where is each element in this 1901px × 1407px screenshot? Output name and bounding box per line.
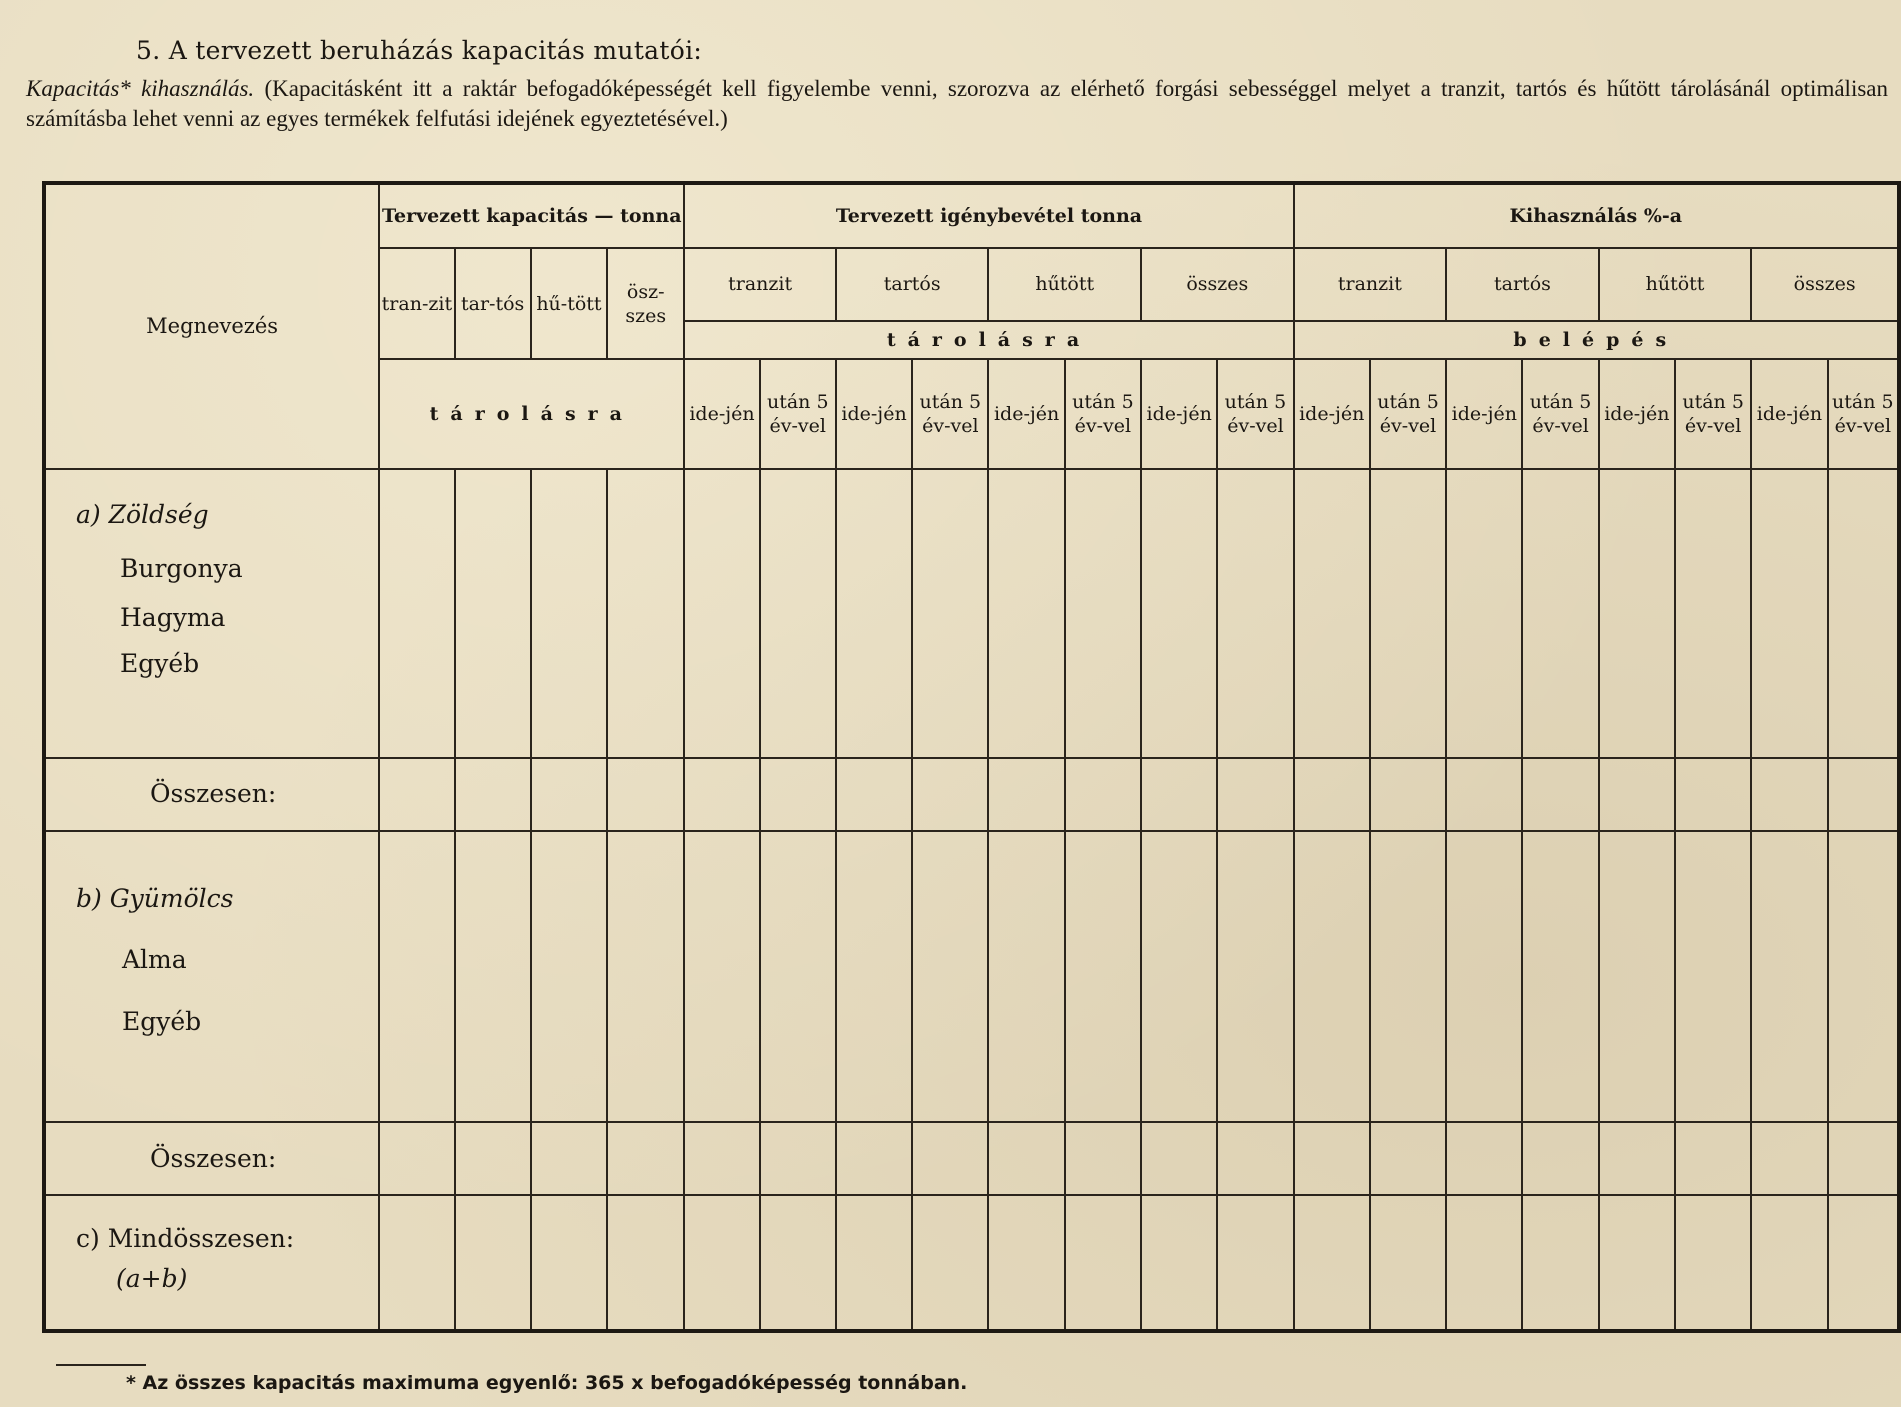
cell[interactable] bbox=[912, 831, 988, 1122]
subcol-ideje: ide-jén bbox=[1599, 359, 1675, 469]
subtotal-b-label-cell bbox=[44, 1122, 379, 1195]
cell[interactable] bbox=[1294, 758, 1370, 831]
utilization-header: Kihasználás %-a bbox=[1294, 183, 1899, 248]
cell[interactable] bbox=[1370, 758, 1446, 831]
cap-col-tranzit: tran-zit bbox=[379, 248, 454, 360]
cell[interactable] bbox=[1065, 469, 1141, 758]
cell[interactable] bbox=[607, 1195, 684, 1331]
cell[interactable] bbox=[1675, 1195, 1751, 1331]
subcol-ideje: ide-jén bbox=[684, 359, 759, 469]
fruit-title: b) Gyümölcs bbox=[76, 883, 234, 913]
cell[interactable] bbox=[1599, 1122, 1675, 1195]
util-tranzit: tranzit bbox=[1294, 248, 1447, 321]
fruit-row bbox=[44, 831, 1899, 1122]
item-egyeb-1: Egyéb bbox=[120, 648, 200, 678]
cell[interactable] bbox=[1751, 758, 1827, 831]
cell[interactable] bbox=[1370, 831, 1446, 1122]
cell[interactable] bbox=[760, 1122, 836, 1195]
cell[interactable] bbox=[1065, 831, 1141, 1122]
subcol-utan: után 5 év-vel bbox=[760, 359, 836, 469]
cell[interactable] bbox=[684, 469, 759, 758]
grand-total-title: c) Mindösszesen: bbox=[76, 1224, 295, 1254]
cell[interactable] bbox=[1599, 758, 1675, 831]
cell[interactable] bbox=[1828, 758, 1899, 831]
subtotal-b-row bbox=[44, 1122, 1899, 1195]
cell[interactable] bbox=[531, 1195, 607, 1331]
cell[interactable] bbox=[1294, 1195, 1370, 1331]
cell[interactable] bbox=[1065, 1195, 1141, 1331]
cell[interactable] bbox=[1446, 758, 1522, 831]
cell[interactable] bbox=[1141, 1122, 1217, 1195]
cell[interactable] bbox=[1828, 1195, 1899, 1331]
subcol-ideje: ide-jén bbox=[988, 359, 1064, 469]
cell[interactable] bbox=[1141, 831, 1217, 1122]
cell[interactable] bbox=[988, 758, 1064, 831]
cell[interactable] bbox=[1141, 1195, 1217, 1331]
subcol-utan: után 5 év-vel bbox=[1675, 359, 1751, 469]
cell[interactable] bbox=[1446, 831, 1522, 1122]
cell[interactable] bbox=[531, 469, 607, 758]
cell[interactable] bbox=[760, 1195, 836, 1331]
cell[interactable] bbox=[1828, 469, 1899, 758]
util-hutott: hűtött bbox=[1599, 248, 1752, 321]
cap-col-hutott: hű-tött bbox=[531, 248, 607, 360]
footnote: * Az összes kapacitás maximuma egyenlő: 365 x befogadóképesség tonnában. bbox=[126, 1372, 968, 1394]
cell[interactable] bbox=[1217, 469, 1293, 758]
item-hagyma: Hagyma bbox=[120, 602, 226, 632]
cell[interactable] bbox=[836, 1122, 912, 1195]
cell[interactable] bbox=[607, 469, 684, 758]
cell[interactable] bbox=[455, 831, 531, 1122]
cell[interactable] bbox=[912, 758, 988, 831]
cell[interactable] bbox=[1217, 831, 1293, 1122]
cell[interactable] bbox=[1065, 1122, 1141, 1195]
cell[interactable] bbox=[1599, 1195, 1675, 1331]
intro-paragraph bbox=[26, 74, 1888, 134]
subcol-ideje: ide-jén bbox=[1446, 359, 1522, 469]
name-header: Megnevezés bbox=[44, 183, 379, 469]
intro-italic: Kapacitás* kihasználás. bbox=[26, 76, 255, 101]
cell[interactable] bbox=[988, 469, 1064, 758]
fruit-label-cell bbox=[44, 831, 379, 1122]
cell[interactable] bbox=[1522, 469, 1598, 758]
demand-tranzit: tranzit bbox=[684, 248, 836, 321]
cell[interactable] bbox=[988, 1122, 1064, 1195]
vegetable-title: a) Zöldség bbox=[76, 499, 209, 529]
cell[interactable] bbox=[1675, 758, 1751, 831]
subcol-utan: után 5 év-vel bbox=[1065, 359, 1141, 469]
storage-label: tárolásra bbox=[684, 321, 1293, 360]
cell[interactable] bbox=[684, 758, 759, 831]
cell[interactable] bbox=[1828, 1122, 1899, 1195]
capacity-table bbox=[42, 181, 1901, 1333]
entry-label: belépés bbox=[1294, 321, 1899, 360]
cell[interactable] bbox=[531, 758, 607, 831]
cell[interactable] bbox=[1599, 469, 1675, 758]
cell[interactable] bbox=[912, 1122, 988, 1195]
cell[interactable] bbox=[760, 831, 836, 1122]
item-alma: Alma bbox=[122, 944, 187, 974]
cell[interactable] bbox=[912, 1195, 988, 1331]
cell[interactable] bbox=[607, 1122, 684, 1195]
cell[interactable] bbox=[531, 1122, 607, 1195]
vegetable-label-cell bbox=[44, 469, 379, 758]
section-heading: 5. A tervezett beruházás kapacitás mutatói: bbox=[136, 36, 703, 65]
cell[interactable] bbox=[1751, 1195, 1827, 1331]
cell[interactable] bbox=[684, 1195, 759, 1331]
cell[interactable] bbox=[1522, 1122, 1598, 1195]
cell[interactable] bbox=[1675, 831, 1751, 1122]
vegetable-row bbox=[44, 469, 1899, 758]
cell[interactable] bbox=[912, 469, 988, 758]
grand-total-row bbox=[44, 1195, 1899, 1331]
cap-col-tartos: tar-tós bbox=[455, 248, 531, 360]
cell[interactable] bbox=[760, 469, 836, 758]
cell[interactable] bbox=[1446, 469, 1522, 758]
cell[interactable] bbox=[1141, 758, 1217, 831]
cell[interactable] bbox=[1217, 758, 1293, 831]
cell[interactable] bbox=[1370, 1195, 1446, 1331]
cell[interactable] bbox=[1446, 1195, 1522, 1331]
cell[interactable] bbox=[1446, 1122, 1522, 1195]
footnote-divider bbox=[56, 1364, 146, 1366]
subcol-utan: után 5 év-vel bbox=[912, 359, 988, 469]
subtotal-a-label: Összesen: bbox=[150, 779, 277, 809]
cap-col-osszes: ösz-szes bbox=[607, 248, 684, 360]
util-tartos: tartós bbox=[1446, 248, 1599, 321]
cell[interactable] bbox=[836, 469, 912, 758]
cell[interactable] bbox=[455, 1195, 531, 1331]
cell[interactable] bbox=[1522, 831, 1598, 1122]
cell[interactable] bbox=[836, 1195, 912, 1331]
cell[interactable] bbox=[836, 831, 912, 1122]
cell[interactable] bbox=[1294, 1122, 1370, 1195]
grand-total-label-cell bbox=[44, 1195, 379, 1331]
cell[interactable] bbox=[1751, 1122, 1827, 1195]
item-egyeb-2: Egyéb bbox=[122, 1006, 202, 1036]
grand-total-formula: (a+b) bbox=[116, 1264, 188, 1294]
cell[interactable] bbox=[607, 758, 684, 831]
cell[interactable] bbox=[1370, 469, 1446, 758]
cell[interactable] bbox=[684, 831, 759, 1122]
cell[interactable] bbox=[531, 831, 607, 1122]
demand-header: Tervezett igénybevétel tonna bbox=[684, 183, 1293, 248]
cell[interactable] bbox=[379, 1122, 454, 1195]
subtotal-a-label-cell bbox=[44, 758, 379, 831]
subtotal-b-label: Összesen: bbox=[150, 1143, 277, 1173]
cell[interactable] bbox=[379, 758, 454, 831]
cell[interactable] bbox=[1675, 1122, 1751, 1195]
cell[interactable] bbox=[1370, 1122, 1446, 1195]
demand-hutott: hűtött bbox=[988, 248, 1141, 321]
subcol-utan: után 5 év-vel bbox=[1370, 359, 1446, 469]
cell[interactable] bbox=[455, 1122, 531, 1195]
cell[interactable] bbox=[1217, 1195, 1293, 1331]
demand-osszes: összes bbox=[1141, 248, 1294, 321]
cell[interactable] bbox=[455, 469, 531, 758]
subcol-ideje: ide-jén bbox=[1141, 359, 1217, 469]
cell[interactable] bbox=[455, 758, 531, 831]
subcol-utan: után 5 év-vel bbox=[1522, 359, 1598, 469]
cell[interactable] bbox=[1751, 469, 1827, 758]
cell[interactable] bbox=[1141, 469, 1217, 758]
util-osszes: összes bbox=[1751, 248, 1899, 321]
cell[interactable] bbox=[836, 758, 912, 831]
cell[interactable] bbox=[1599, 831, 1675, 1122]
cell[interactable] bbox=[379, 469, 454, 758]
demand-tartos: tartós bbox=[836, 248, 989, 321]
header-row-1 bbox=[44, 183, 1899, 248]
cell[interactable] bbox=[1828, 831, 1899, 1122]
cell[interactable] bbox=[1065, 758, 1141, 831]
cell[interactable] bbox=[379, 831, 454, 1122]
capacity-storage-label: tárolásra bbox=[379, 359, 684, 469]
cell[interactable] bbox=[1522, 758, 1598, 831]
cell[interactable] bbox=[607, 831, 684, 1122]
cell[interactable] bbox=[1675, 469, 1751, 758]
cell[interactable] bbox=[988, 831, 1064, 1122]
intro-text: (Kapacitásként itt a raktár befogadóképességét kell figyelembe venni, szorozva az elérhető forgási sebességgel melyet a tranzit, tartós és hűtött tárolásánál optimálisan számításba lehet venni az egyes termékek felfutási idejének egyeztetésével.) bbox=[26, 76, 1888, 131]
subcol-utan: után 5 év-vel bbox=[1828, 359, 1899, 469]
cell[interactable] bbox=[1217, 1122, 1293, 1195]
cell[interactable] bbox=[1522, 1195, 1598, 1331]
subcol-ideje: ide-jén bbox=[836, 359, 912, 469]
cell[interactable] bbox=[988, 1195, 1064, 1331]
cell[interactable] bbox=[1751, 831, 1827, 1122]
cell[interactable] bbox=[1294, 469, 1370, 758]
item-burgonya: Burgonya bbox=[120, 553, 243, 583]
subcol-ideje: ide-jén bbox=[1294, 359, 1370, 469]
subtotal-a-row bbox=[44, 758, 1899, 831]
subcol-utan: után 5 év-vel bbox=[1217, 359, 1293, 469]
cell[interactable] bbox=[684, 1122, 759, 1195]
subcol-ideje: ide-jén bbox=[1751, 359, 1827, 469]
cell[interactable] bbox=[1294, 831, 1370, 1122]
capacity-header: Tervezett kapacitás — tonna bbox=[379, 183, 684, 248]
cell[interactable] bbox=[760, 758, 836, 831]
cell[interactable] bbox=[379, 1195, 454, 1331]
